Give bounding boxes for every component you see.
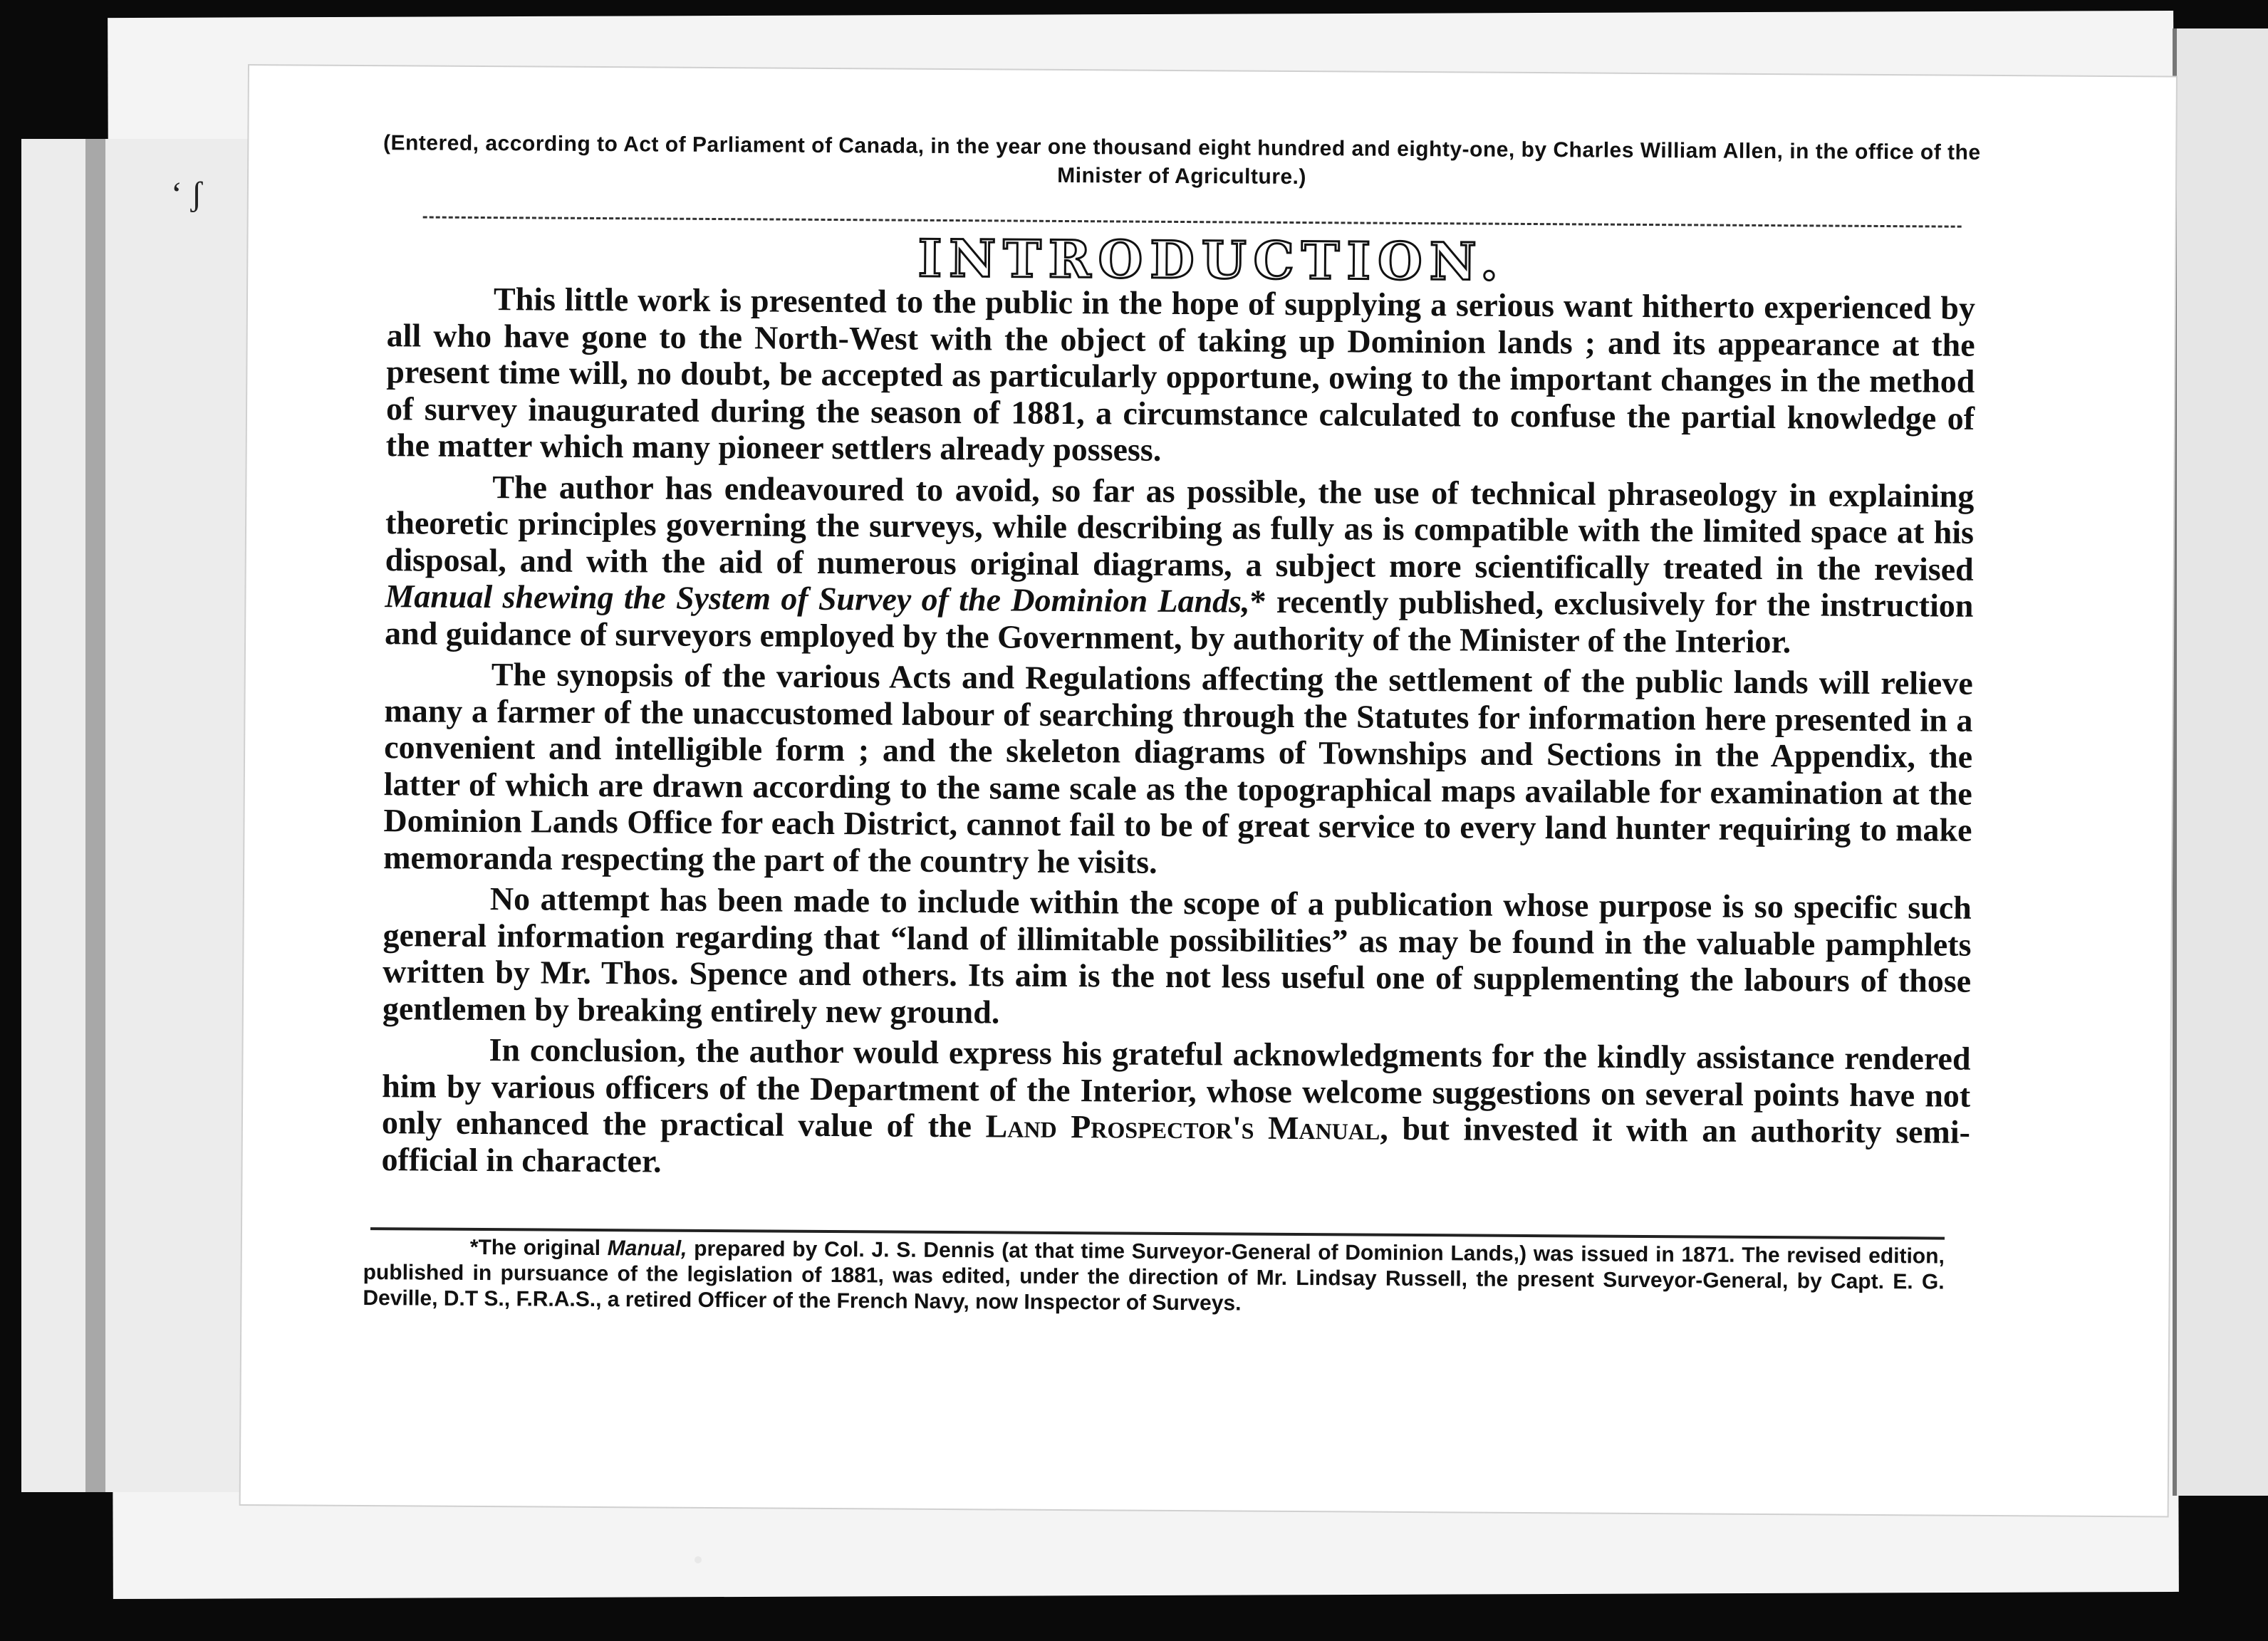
margin-mark: ʻ ʃ [171, 175, 202, 213]
manual-title: Manual shewing the System of Survey of the Dominion Lands, [385, 578, 1250, 620]
left-page-edge [21, 139, 252, 1492]
page-title: INTRODUCTION. [917, 227, 1506, 292]
document-page [241, 66, 2176, 1516]
footnote-text-start: *The original [469, 1235, 601, 1261]
scan-artifact [695, 1556, 702, 1563]
footnote-text-end: prepared by Col. J. S. Dennis (at that time Surveyor-General of Dominion Lands,) was issued in 1871. The revised edition, published in pursuance of the legislation of 1881, was edited, under the direction of Mr. Lindsay Russell, the present Surveyor-General, by Capt. E. G. Deville, D.T S., F.R.A.S., a retired Officer of the French Navy, now Inspector of Surveys. [363, 1236, 1945, 1316]
paragraph-5-text-end: but invested it with an authority semi-official in character. [381, 1110, 1971, 1179]
paragraph-2 [385, 468, 1975, 661]
paragraph-2-text: The author has endeavoured to avoid, so far as possible, the use of technical phraseology in explaining theoretic principles governing the surveys, while describing as fully as is compatible with the limited space at his disposal, and with the aid of numerous original diagrams, a subject more scientifically treated in the revised [385, 468, 1975, 588]
book-title: Land Prospector's Manual, [985, 1108, 1388, 1147]
paragraph-2-text-end: * recently published, exclusively for the instruction and guidance of surveyors employed by the Government, by authority of the Minister of the Interior. [384, 583, 1974, 660]
footnote [363, 1234, 1945, 1321]
paragraph-5 [381, 1031, 1970, 1187]
paragraph-4: No attempt has been made to include within the scope of a publication whose purpose is so specific such general information regarding that “land of illimitable possibilities” as may be found in the valuable pamphlets written by Mr. Thos. Spence and others. Its aim is the not less useful one of supplementing the labours of those gentlemen by breaking entirely new ground. [382, 880, 1972, 1030]
paragraph-3: The synopsis of the various Acts and Regulations affecting the settlement of the public lands will relieve many a farmer of the unaccustomed labour of searching through the Statutes for information here presented in a convenient and intelligible form ; and the skeleton diagrams of Townships and Sections in the Appendix, the latter of which are drawn according to the same scale as the topographical maps available for examination at the Dominion Lands Office for each District, cannot fail to be of great service to every land hunter requiring to make memoranda respecting the part of the country he visits. [383, 656, 1973, 880]
paragraph-1: This little work is presented to the public in the hope of supplying a serious want hitherto experienced by all who have gone to the North-West with the object of taking up Dominion lands ; and its appearance at the present time will, no doubt, be accepted as particularly opportune, owing to the important changes in the method of survey inaugurated during the season of 1881, a circumstance calculated to confuse the partial knowledge of the matter which many pioneer settlers already possess. [385, 281, 1976, 468]
copyright-notice: (Entered, according to Act of Parliament of Canada, in the year one thousand eight hundred and eighty-one, by Charles William Allen, in the office of the Minister of Agriculture.) [383, 131, 1981, 189]
footnote-text [363, 1234, 1945, 1321]
right-page-edge [2173, 28, 2268, 1496]
paragraph-5-text: In conclusion, the author would express his grateful acknowledgments for the kindly assistance rendered him by various officers of the Department of the Interior, whose welcome suggestions on several points have not only enhanced the practical value of the [381, 1031, 1971, 1145]
footnote-manual-title: Manual, [607, 1236, 687, 1261]
introduction-body [381, 280, 1975, 1192]
